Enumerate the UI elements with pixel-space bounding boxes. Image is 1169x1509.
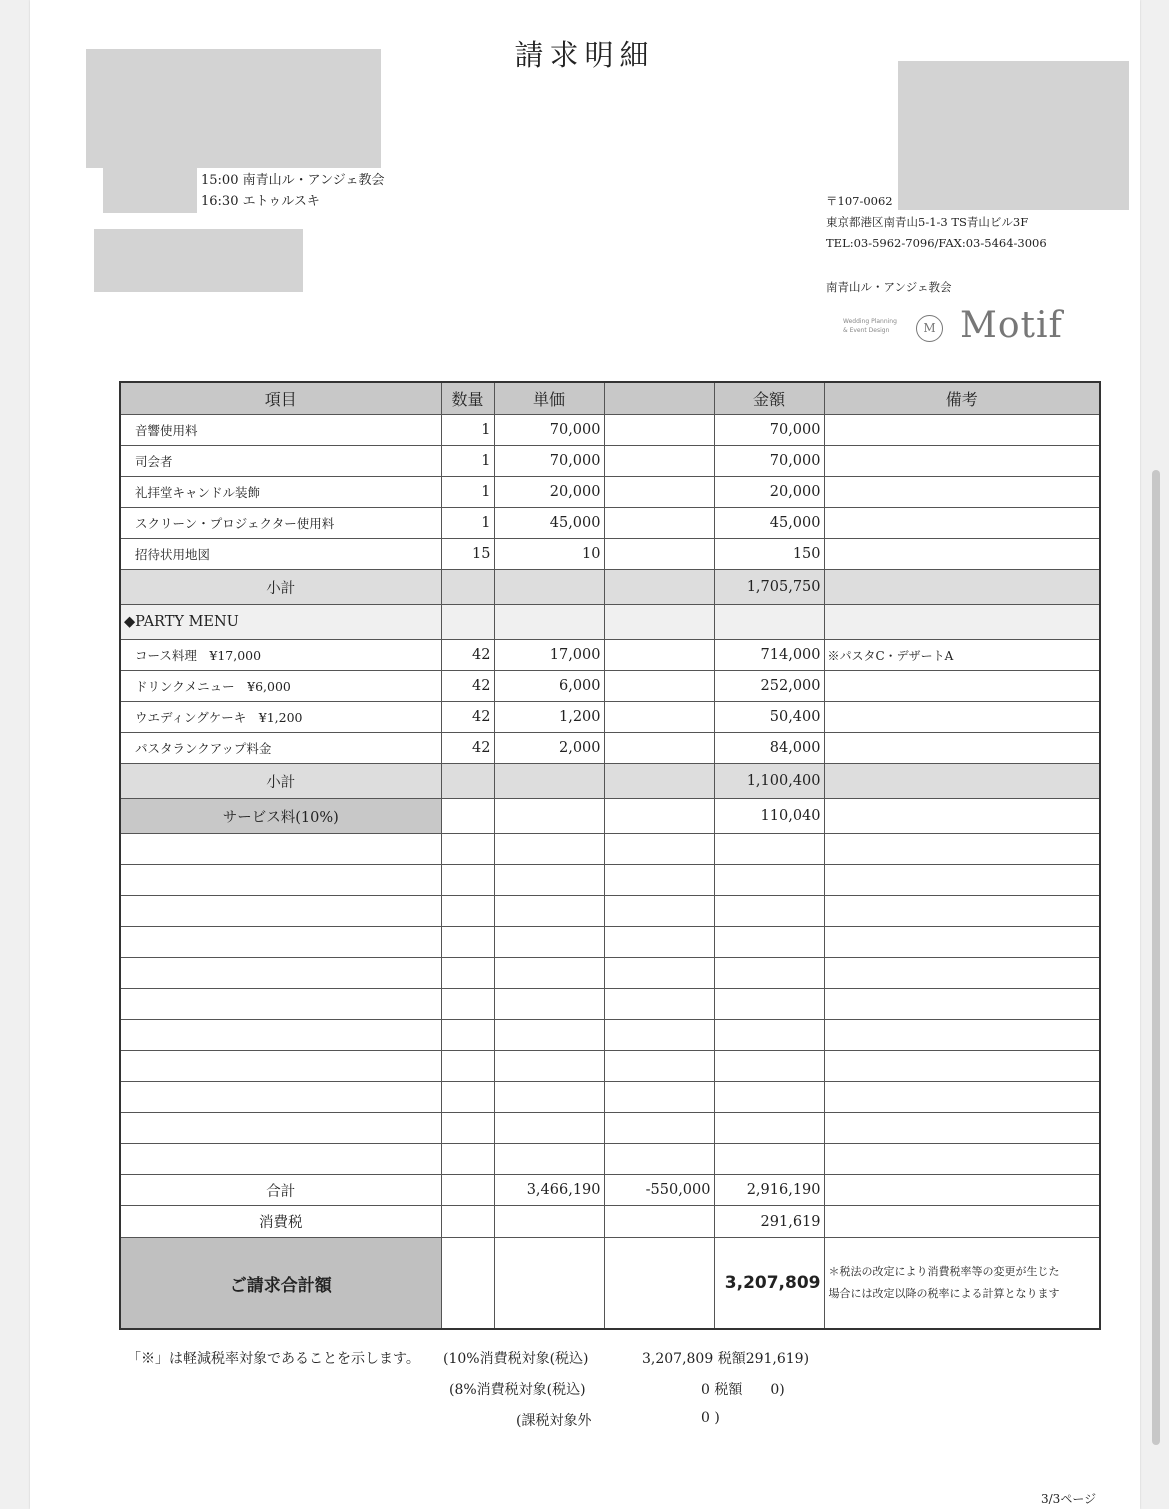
row-price: 2,000 — [494, 733, 604, 764]
empty-row — [120, 1113, 1100, 1144]
row-remarks — [824, 477, 1100, 508]
row-blank — [604, 702, 714, 733]
row-remarks — [824, 671, 1100, 702]
row-remarks — [824, 508, 1100, 539]
logo-mark-icon: M — [916, 315, 943, 342]
subtotal-label: 小計 — [120, 764, 441, 799]
row-price: 20,000 — [494, 477, 604, 508]
total-row — [120, 1175, 1100, 1206]
service-charge-amount: 110,040 — [714, 799, 824, 834]
row-remarks — [824, 733, 1100, 764]
row-amount: 150 — [714, 539, 824, 570]
row-amount: 45,000 — [714, 508, 824, 539]
row-amount: 714,000 — [714, 640, 824, 671]
table-row — [120, 508, 1100, 539]
vertical-scrollbar[interactable] — [1152, 470, 1160, 1445]
row-blank — [604, 671, 714, 702]
row-price: 17,000 — [494, 640, 604, 671]
header-amount: 金額 — [714, 382, 824, 415]
header-unit-price: 単価 — [494, 382, 604, 415]
row-qty: 42 — [441, 671, 494, 702]
redacted-block-date — [103, 168, 197, 213]
row-remarks — [824, 539, 1100, 570]
row-amount: 70,000 — [714, 446, 824, 477]
empty-row — [120, 865, 1100, 896]
header-remarks: 備考 — [824, 382, 1100, 415]
tax-note: ＊税法の改定により消費税率等の変更が生じた 場合には改定以降の税率による計算となります — [824, 1238, 1100, 1330]
row-item: ウエディングケーキ ¥1,200 — [120, 702, 441, 733]
row-blank — [604, 446, 714, 477]
logo-tagline: Wedding Planning & Event Design — [843, 318, 897, 334]
service-charge-row — [120, 799, 1100, 834]
empty-row — [120, 989, 1100, 1020]
empty-row — [120, 1051, 1100, 1082]
row-item: コース料理 ¥17,000 — [120, 640, 441, 671]
empty-cell — [604, 1206, 714, 1238]
empty-cell — [441, 799, 494, 834]
row-qty: 1 — [441, 508, 494, 539]
row-price: 6,000 — [494, 671, 604, 702]
subtotal-label: 小計 — [120, 570, 441, 605]
row-blank — [604, 640, 714, 671]
empty-cell — [824, 1206, 1100, 1238]
row-remarks — [824, 702, 1100, 733]
empty-cell — [824, 764, 1100, 799]
row-qty: 1 — [441, 477, 494, 508]
row-item: ドリンクメニュー ¥6,000 — [120, 671, 441, 702]
header-blank — [604, 382, 714, 415]
row-blank — [604, 415, 714, 446]
empty-cell — [494, 799, 604, 834]
non-taxable-label: (課税対象外 — [516, 1413, 592, 1429]
table-row — [120, 733, 1100, 764]
row-qty: 15 — [441, 539, 494, 570]
venue-address: 東京都港区南青山5-1-3 TS青山ビル3F — [826, 215, 1029, 229]
table-row — [120, 640, 1100, 671]
grand-total-amount: 3,207,809 — [714, 1238, 824, 1330]
row-blank — [604, 539, 714, 570]
invoice-table — [119, 381, 1101, 1330]
empty-cell — [604, 764, 714, 799]
motif-logo — [843, 305, 1063, 347]
row-amount: 252,000 — [714, 671, 824, 702]
tax8-value: 0 税額 0) — [701, 1382, 785, 1398]
table-header-row — [120, 382, 1100, 415]
page-number: 3/3ページ — [1041, 1492, 1097, 1506]
row-amount: 84,000 — [714, 733, 824, 764]
empty-cell — [441, 1175, 494, 1206]
row-qty: 42 — [441, 733, 494, 764]
tax10-label: (10%消費税対象(税込) — [443, 1351, 589, 1367]
tax8-label: (8%消費税対象(税込) — [449, 1382, 586, 1398]
table-row — [120, 671, 1100, 702]
service-charge-label: サービス料(10%) — [120, 799, 441, 834]
venue-tel-fax: TEL:03-5962-7096/FAX:03-5464-3006 — [826, 236, 1047, 250]
header-qty: 数量 — [441, 382, 494, 415]
empty-cell — [824, 570, 1100, 605]
redacted-block-customer — [86, 49, 381, 168]
total-label: 合計 — [120, 1175, 441, 1206]
page-title: 請求明細 — [514, 38, 655, 72]
venue-postal: 〒107-0062 — [826, 194, 893, 208]
row-qty: 1 — [441, 415, 494, 446]
logo-wordmark: Motif — [960, 305, 1063, 346]
row-remarks — [824, 415, 1100, 446]
empty-cell — [824, 1175, 1100, 1206]
empty-cell — [714, 605, 824, 640]
empty-row — [120, 958, 1100, 989]
header-item: 項目 — [120, 382, 441, 415]
empty-row — [120, 927, 1100, 958]
row-item: 招待状用地図 — [120, 539, 441, 570]
row-price: 45,000 — [494, 508, 604, 539]
row-blank — [604, 477, 714, 508]
schedule-line-2: 16:30 エトゥルスキ — [201, 194, 320, 209]
empty-cell — [494, 605, 604, 640]
schedule-line-1: 15:00 南青山ル・アンジェ教会 — [201, 173, 385, 188]
empty-row — [120, 1082, 1100, 1113]
non-taxable-value: 0 ) — [701, 1410, 720, 1426]
table-row — [120, 415, 1100, 446]
row-price: 70,000 — [494, 415, 604, 446]
table-row — [120, 702, 1100, 733]
row-amount: 70,000 — [714, 415, 824, 446]
empty-cell — [604, 605, 714, 640]
empty-cell — [494, 764, 604, 799]
total-discount: -550,000 — [604, 1175, 714, 1206]
empty-cell — [441, 570, 494, 605]
party-menu-header-row — [120, 605, 1100, 640]
row-item: 音響使用料 — [120, 415, 441, 446]
grand-total-label: ご請求合計額 — [120, 1238, 441, 1330]
empty-cell — [824, 799, 1100, 834]
subtotal-amount: 1,100,400 — [714, 764, 824, 799]
empty-row — [120, 834, 1100, 865]
row-remarks — [824, 446, 1100, 477]
tax-label: 消費税 — [120, 1206, 441, 1238]
redacted-block-venue-stamp — [898, 61, 1129, 210]
row-item: 礼拝堂キャンドル装飾 — [120, 477, 441, 508]
row-blank — [604, 733, 714, 764]
row-price: 1,200 — [494, 702, 604, 733]
empty-cell — [441, 1206, 494, 1238]
empty-cell — [604, 799, 714, 834]
total-price: 3,466,190 — [494, 1175, 604, 1206]
total-amount: 2,916,190 — [714, 1175, 824, 1206]
empty-row — [120, 1020, 1100, 1051]
empty-row — [120, 1144, 1100, 1175]
row-remarks: ※パスタC・デザートA — [824, 640, 1100, 671]
empty-row — [120, 896, 1100, 927]
empty-cell — [441, 764, 494, 799]
row-item: スクリーン・プロジェクター使用料 — [120, 508, 441, 539]
subtotal-row-1 — [120, 570, 1100, 605]
subtotal-row-2 — [120, 764, 1100, 799]
empty-cell — [604, 1238, 714, 1330]
table-row — [120, 539, 1100, 570]
grand-total-row — [120, 1238, 1100, 1330]
empty-cell — [441, 605, 494, 640]
row-price: 10 — [494, 539, 604, 570]
table-row — [120, 446, 1100, 477]
row-blank — [604, 508, 714, 539]
row-price: 70,000 — [494, 446, 604, 477]
party-menu-label: ◆PARTY MENU — [120, 605, 441, 640]
row-item: 司会者 — [120, 446, 441, 477]
subtotal-amount: 1,705,750 — [714, 570, 824, 605]
empty-cell — [494, 1238, 604, 1330]
empty-cell — [494, 1206, 604, 1238]
row-amount: 20,000 — [714, 477, 824, 508]
row-qty: 1 — [441, 446, 494, 477]
row-qty: 42 — [441, 640, 494, 671]
row-qty: 42 — [441, 702, 494, 733]
empty-cell — [441, 1238, 494, 1330]
empty-cell — [824, 605, 1100, 640]
tax10-value: 3,207,809 税額291,619) — [642, 1351, 810, 1367]
empty-cell — [604, 570, 714, 605]
row-item: パスタランクアップ料金 — [120, 733, 441, 764]
tax-amount: 291,619 — [714, 1206, 824, 1238]
tax-row — [120, 1206, 1100, 1238]
redacted-block-info — [94, 229, 303, 292]
reduced-tax-note: 「※」は軽減税率対象であることを示します。 — [127, 1351, 420, 1367]
empty-cell — [494, 570, 604, 605]
row-amount: 50,400 — [714, 702, 824, 733]
venue-name: 南青山ル・アンジェ教会 — [826, 280, 952, 294]
table-row — [120, 477, 1100, 508]
